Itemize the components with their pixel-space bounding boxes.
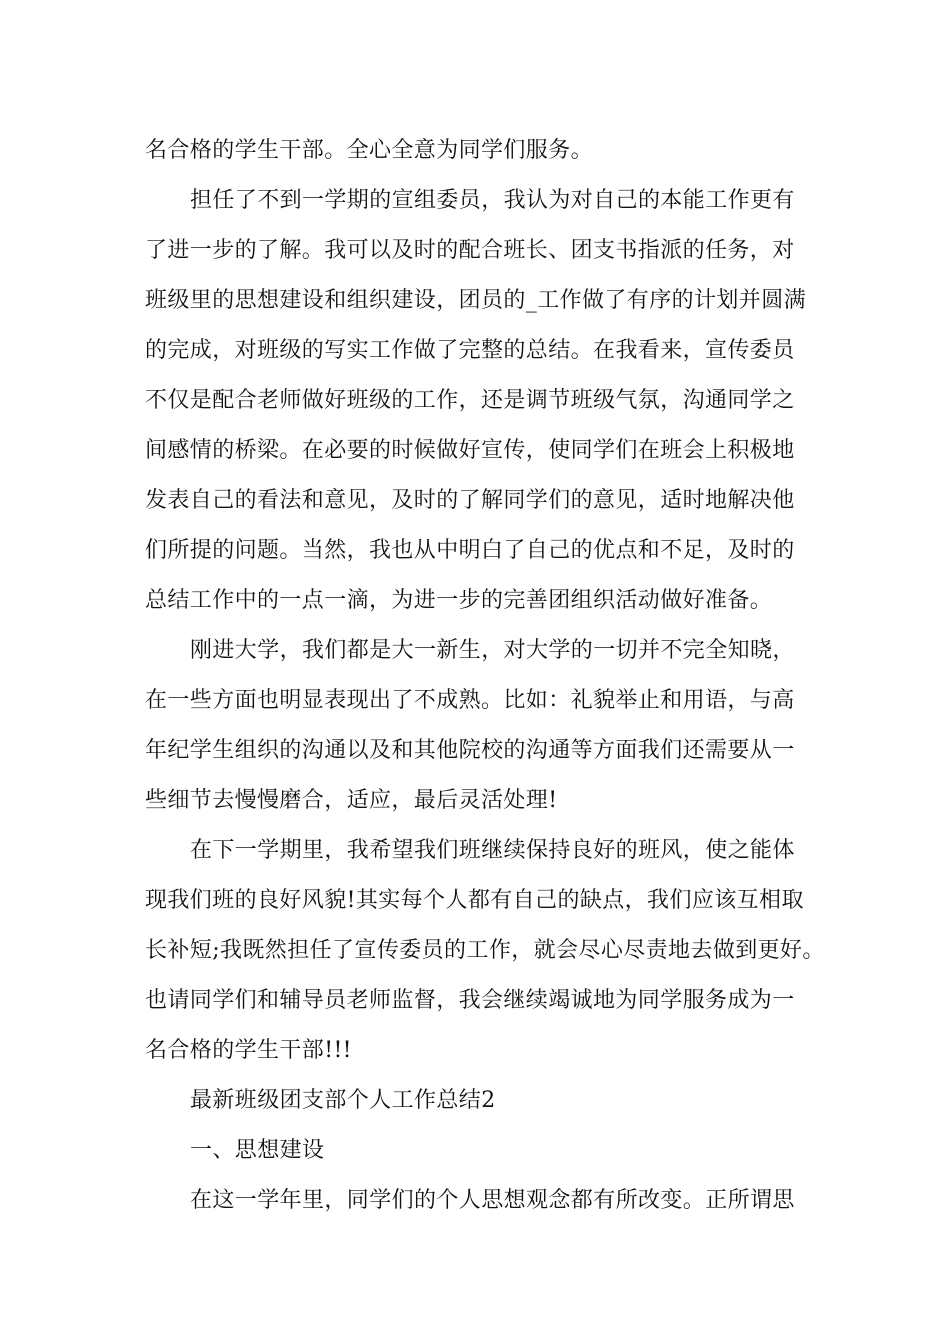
text-line: 在一些方面也明显表现出了不成熟。比如：礼貌举止和用语，与高 <box>145 688 795 713</box>
text-line: 间感情的桥梁。在必要的时候做好宣传，使同学们在班会上积极地 <box>145 438 795 463</box>
section-title: 最新班级团支部个人工作总结2 <box>190 1088 496 1113</box>
text-line: 不仅是配合老师做好班级的工作，还是调节班级气氛，沟通同学之 <box>145 388 795 413</box>
text-line: 些细节去慢慢磨合，适应，最后灵活处理! <box>145 788 558 813</box>
text-line: 总结工作中的一点一滴，为进一步的完善团组织活动做好准备。 <box>145 588 773 613</box>
text-line: 的完成，对班级的写实工作做了完整的总结。在我看来，宣传委员 <box>145 338 795 363</box>
text-line: 发表自己的看法和意见，及时的了解同学们的意见，适时地解决他 <box>145 488 795 513</box>
section-heading: 一、思想建设 <box>190 1138 325 1163</box>
text-line: 年纪学生组织的沟通以及和其他院校的沟通等方面我们还需要从一 <box>145 738 795 763</box>
text-line: 刚进大学，我们都是大一新生，对大学的一切并不完全知晓， <box>190 638 795 663</box>
text-line: 担任了不到一学期的宣组委员，我认为对自己的本能工作更有 <box>190 188 795 213</box>
text-line: 班级里的思想建设和组织建设，团员的_工作做了有序的计划并圆满 <box>145 288 807 313</box>
text-line: 了进一步的了解。我可以及时的配合班长、团支书指派的任务，对 <box>145 238 795 263</box>
text-line: 在这一学年里，同学们的个人思想观念都有所改变。正所谓思 <box>190 1188 795 1213</box>
text-line: 在下一学期里，我希望我们班继续保持良好的班风，使之能体 <box>190 838 795 863</box>
text-line: 们所提的问题。当然，我也从中明白了自己的优点和不足，及时的 <box>145 538 795 563</box>
text-line: 长补短;我既然担任了宣传委员的工作，就会尽心尽责地去做到更好。 <box>145 938 825 963</box>
text-line: 名合格的学生干部!!! <box>145 1038 352 1063</box>
text-line: 名合格的学生干部。全心全意为同学们服务。 <box>145 138 594 163</box>
text-line: 也请同学们和辅导员老师监督，我会继续竭诚地为同学服务成为一 <box>145 988 795 1013</box>
text-line: 现我们班的良好风貌!其实每个人都有自己的缺点，我们应该互相取 <box>145 888 804 913</box>
